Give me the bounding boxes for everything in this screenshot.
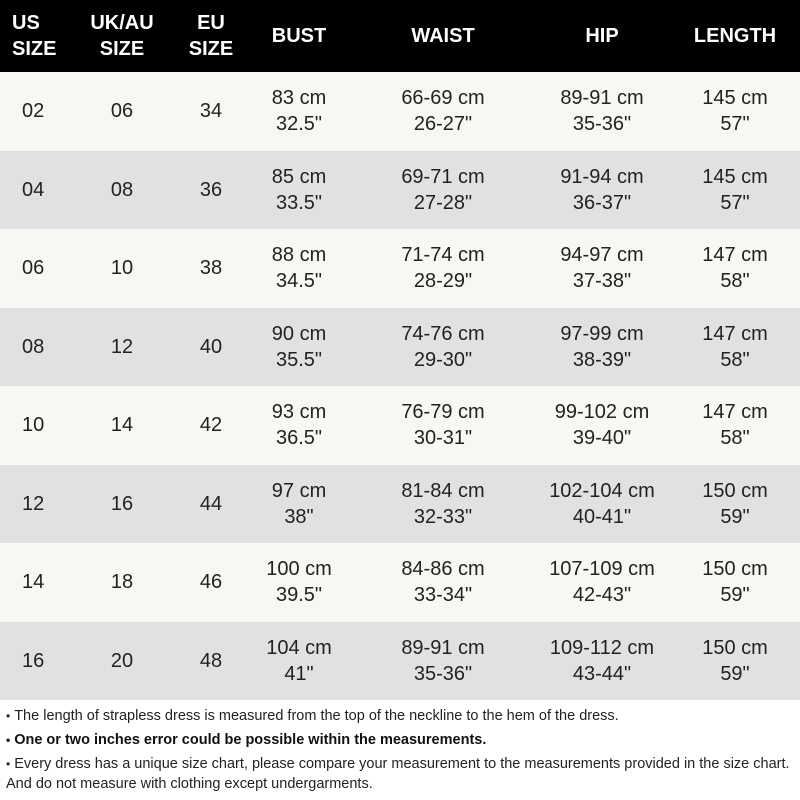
cell-ukau: 08 — [110, 178, 134, 201]
cell-waist — [352, 242, 534, 294]
cell-length-line: 59" — [720, 662, 750, 685]
cell-bust — [246, 399, 352, 451]
cell-hip-line: 43-44" — [572, 662, 632, 685]
cell-eu: 38 — [199, 257, 223, 280]
cell-eu: 42 — [199, 414, 223, 437]
header-ukau-size: UK/AU SIZE — [90, 12, 154, 60]
cell-hip — [534, 635, 670, 687]
cell-us: 02 — [22, 100, 45, 123]
cell-waist-line: 84-86 cm — [401, 558, 485, 581]
table-row — [0, 543, 800, 622]
cell-us: 08 — [22, 335, 45, 358]
cell-hip-line: 40-41" — [572, 505, 632, 528]
cell-bust-line: 38" — [284, 505, 314, 528]
cell-hip — [534, 556, 670, 608]
cell-length — [670, 321, 800, 373]
cell-eu: 46 — [199, 571, 223, 594]
cell-bust — [246, 242, 352, 294]
header-bust: BUST — [271, 25, 327, 47]
bullet-icon: • — [6, 757, 11, 771]
cell-ukau: 12 — [110, 335, 134, 358]
cell-waist-line: 30-31" — [413, 427, 473, 450]
cell-ukau: 14 — [110, 414, 134, 437]
cell-us: 14 — [22, 571, 45, 594]
cell-waist-line: 27-28" — [413, 191, 473, 214]
cell-eu: 40 — [199, 335, 223, 358]
cell-hip-line: 99-102 cm — [554, 401, 650, 424]
cell-waist — [352, 85, 534, 137]
header-us-size: US SIZE — [12, 12, 57, 60]
cell-waist — [352, 164, 534, 216]
cell-bust — [246, 321, 352, 373]
cell-ukau: 18 — [110, 571, 134, 594]
cell-waist — [352, 321, 534, 373]
cell-length-line: 147 cm — [702, 401, 768, 424]
cell-length-line: 145 cm — [702, 87, 768, 110]
cell-bust-line: 100 cm — [266, 558, 332, 581]
cell-us: 10 — [22, 414, 45, 437]
cell-ukau: 20 — [110, 649, 134, 672]
cell-ukau: 06 — [110, 100, 134, 123]
cell-us: 06 — [22, 257, 45, 280]
cell-ukau: 16 — [110, 492, 134, 515]
cell-length-line: 57" — [720, 191, 750, 214]
cell-us: 12 — [22, 492, 45, 515]
cell-hip-line: 107-109 cm — [549, 558, 655, 581]
cell-eu: 36 — [199, 178, 223, 201]
cell-length-line: 58" — [720, 427, 750, 450]
cell-length-line: 58" — [720, 348, 750, 371]
cell-bust-line: 97 cm — [271, 479, 327, 502]
cell-hip-line: 38-39" — [572, 348, 632, 371]
note-text: One or two inches error could be possible within the measurements. — [14, 732, 487, 748]
cell-hip-line: 89-91 cm — [560, 87, 644, 110]
cell-waist-line: 76-79 cm — [401, 401, 485, 424]
cell-eu: 48 — [199, 649, 223, 672]
cell-bust-line: 39.5" — [275, 584, 323, 607]
cell-bust — [246, 164, 352, 216]
cell-length-line: 145 cm — [702, 165, 768, 188]
cell-bust-line: 32.5" — [275, 113, 323, 136]
note-text: The length of strapless dress is measured from the top of the neckline to the hem of the dress. — [14, 708, 619, 724]
cell-length-line: 150 cm — [702, 636, 768, 659]
cell-waist — [352, 478, 534, 530]
cell-waist-line: 69-71 cm — [401, 165, 485, 188]
cell-waist-line: 26-27" — [413, 113, 473, 136]
cell-bust-line: 34.5" — [275, 270, 323, 293]
table-row — [0, 386, 800, 465]
cell-length — [670, 164, 800, 216]
cell-bust-line: 41" — [284, 662, 314, 685]
cell-ukau: 10 — [110, 257, 134, 280]
cell-length-line: 150 cm — [702, 479, 768, 502]
cell-bust — [246, 556, 352, 608]
cell-length-line: 150 cm — [702, 558, 768, 581]
cell-length-line: 58" — [720, 270, 750, 293]
cell-length — [670, 556, 800, 608]
cell-waist — [352, 556, 534, 608]
cell-hip — [534, 399, 670, 451]
cell-us: 04 — [22, 178, 45, 201]
notes-section — [0, 700, 800, 798]
cell-bust — [246, 635, 352, 687]
cell-waist-line: 35-36" — [413, 662, 473, 685]
cell-bust-line: 93 cm — [271, 401, 327, 424]
cell-hip — [534, 85, 670, 137]
note-text: Every dress has a unique size chart, please compare your measurement to the measurements provided in the size chart. And do not measure with clothing except undergarments. — [6, 756, 790, 792]
bullet-icon: • — [6, 733, 11, 747]
cell-bust-line: 33.5" — [275, 191, 323, 214]
cell-length — [670, 85, 800, 137]
cell-length-line: 59" — [720, 505, 750, 528]
cell-bust-line: 36.5" — [275, 427, 323, 450]
note-error — [6, 730, 792, 750]
bullet-icon: • — [6, 709, 11, 723]
cell-waist-line: 32-33" — [413, 505, 473, 528]
table-body — [0, 72, 800, 700]
cell-length — [670, 478, 800, 530]
table-row — [0, 622, 800, 701]
cell-waist-line: 33-34" — [413, 584, 473, 607]
header-eu-size: EU SIZE — [188, 12, 234, 60]
cell-bust-line: 35.5" — [275, 348, 323, 371]
cell-hip-line: 39-40" — [572, 427, 632, 450]
cell-waist-line: 81-84 cm — [401, 479, 485, 502]
cell-hip — [534, 242, 670, 294]
table-header — [0, 0, 800, 72]
cell-length-line: 147 cm — [702, 322, 768, 345]
cell-waist-line: 74-76 cm — [401, 322, 485, 345]
cell-bust-line: 90 cm — [271, 322, 327, 345]
cell-length-line: 57" — [720, 113, 750, 136]
cell-length — [670, 635, 800, 687]
cell-waist-line: 71-74 cm — [401, 244, 485, 267]
table-row — [0, 465, 800, 544]
cell-hip-line: 109-112 cm — [549, 636, 655, 659]
cell-bust-line: 104 cm — [266, 636, 332, 659]
cell-waist — [352, 399, 534, 451]
cell-bust-line: 83 cm — [271, 87, 327, 110]
cell-hip-line: 37-38" — [572, 270, 632, 293]
cell-length-line: 147 cm — [702, 244, 768, 267]
cell-eu: 34 — [199, 100, 223, 123]
note-unique-chart — [6, 754, 792, 794]
header-hip: HIP — [585, 25, 619, 47]
cell-hip-line: 102-104 cm — [549, 479, 655, 502]
header-length: LENGTH — [693, 25, 777, 47]
table-row — [0, 72, 800, 151]
table-row — [0, 229, 800, 308]
cell-hip-line: 36-37" — [572, 191, 632, 214]
cell-waist-line: 89-91 cm — [401, 636, 485, 659]
cell-hip — [534, 164, 670, 216]
cell-hip — [534, 321, 670, 373]
cell-waist-line: 66-69 cm — [401, 87, 485, 110]
cell-waist-line: 28-29" — [413, 270, 473, 293]
cell-eu: 44 — [199, 492, 223, 515]
cell-hip-line: 35-36" — [572, 113, 632, 136]
cell-us: 16 — [22, 649, 45, 672]
cell-hip-line: 97-99 cm — [560, 322, 644, 345]
cell-waist — [352, 635, 534, 687]
cell-bust-line: 85 cm — [271, 165, 327, 188]
cell-hip — [534, 478, 670, 530]
cell-length — [670, 242, 800, 294]
cell-hip-line: 91-94 cm — [560, 165, 644, 188]
cell-waist-line: 29-30" — [413, 348, 473, 371]
table-row — [0, 151, 800, 230]
cell-bust — [246, 85, 352, 137]
cell-bust — [246, 478, 352, 530]
note-measuring — [6, 706, 792, 726]
cell-hip-line: 42-43" — [572, 584, 632, 607]
cell-length-line: 59" — [720, 584, 750, 607]
table-row — [0, 308, 800, 387]
cell-bust-line: 88 cm — [271, 244, 327, 267]
cell-length — [670, 399, 800, 451]
cell-hip-line: 94-97 cm — [560, 244, 644, 267]
header-waist: WAIST — [411, 25, 475, 47]
